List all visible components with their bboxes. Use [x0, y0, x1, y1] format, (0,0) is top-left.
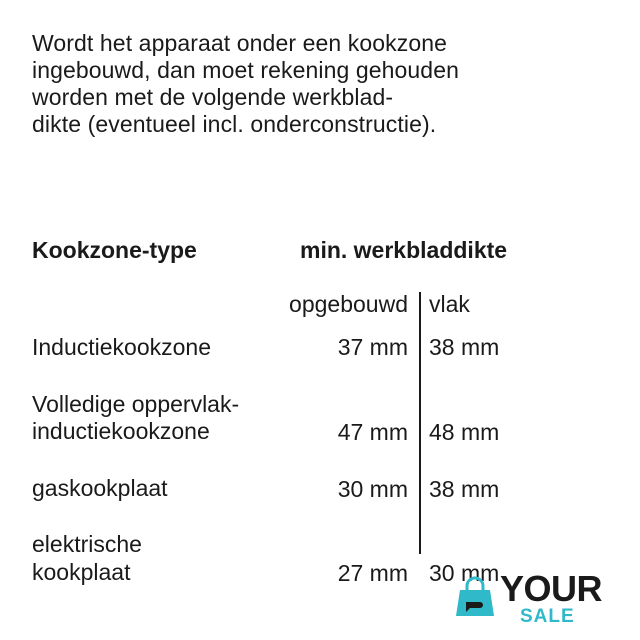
column-header-type: Kookzone-type	[32, 237, 197, 263]
row-name-volledige-line1: Volledige oppervlak-	[32, 391, 240, 417]
column-divider	[419, 292, 421, 554]
row-value-opgebouwd: 27 mm	[337, 560, 408, 586]
intro-paragraph	[32, 30, 612, 138]
row-name-elektrische-line1: elektrische	[32, 531, 142, 557]
shopping-bag-hand-icon	[452, 576, 500, 624]
row-name-gaskookplaat: gaskookplaat	[32, 475, 168, 501]
row-name-volledige-line2: inductiekookzone	[32, 418, 210, 444]
column-header-min-thickness: min. werkbladdikte	[300, 237, 508, 263]
row-value-vlak: 38 mm	[429, 334, 500, 360]
row-value-vlak: 30 mm	[429, 560, 500, 586]
row-value-opgebouwd: 30 mm	[337, 476, 408, 502]
row-value-vlak: 38 mm	[429, 476, 500, 502]
row-name-inductiekookzone: Inductiekookzone	[32, 334, 212, 360]
intro-line: Wordt het apparaat onder een kookzone	[32, 30, 448, 56]
intro-line: worden met de volgende werkblad-	[32, 84, 394, 110]
logo-word-your: YOUR	[500, 568, 603, 609]
subheader-vlak: vlak	[429, 291, 470, 317]
intro-line: ingebouwd, dan moet rekening gehouden	[32, 57, 459, 83]
row-value-opgebouwd: 47 mm	[337, 419, 408, 445]
intro-line: dikte (eventueel incl. onderconstructie).	[32, 111, 437, 137]
subheader-opgebouwd: opgebouwd	[289, 291, 408, 317]
logo-word-sale: SALE	[520, 606, 575, 627]
yoursale-watermark-logo	[452, 568, 612, 634]
row-name-elektrische-line2: kookplaat	[32, 559, 131, 585]
row-value-opgebouwd: 37 mm	[337, 334, 408, 360]
row-value-vlak: 48 mm	[429, 419, 500, 445]
